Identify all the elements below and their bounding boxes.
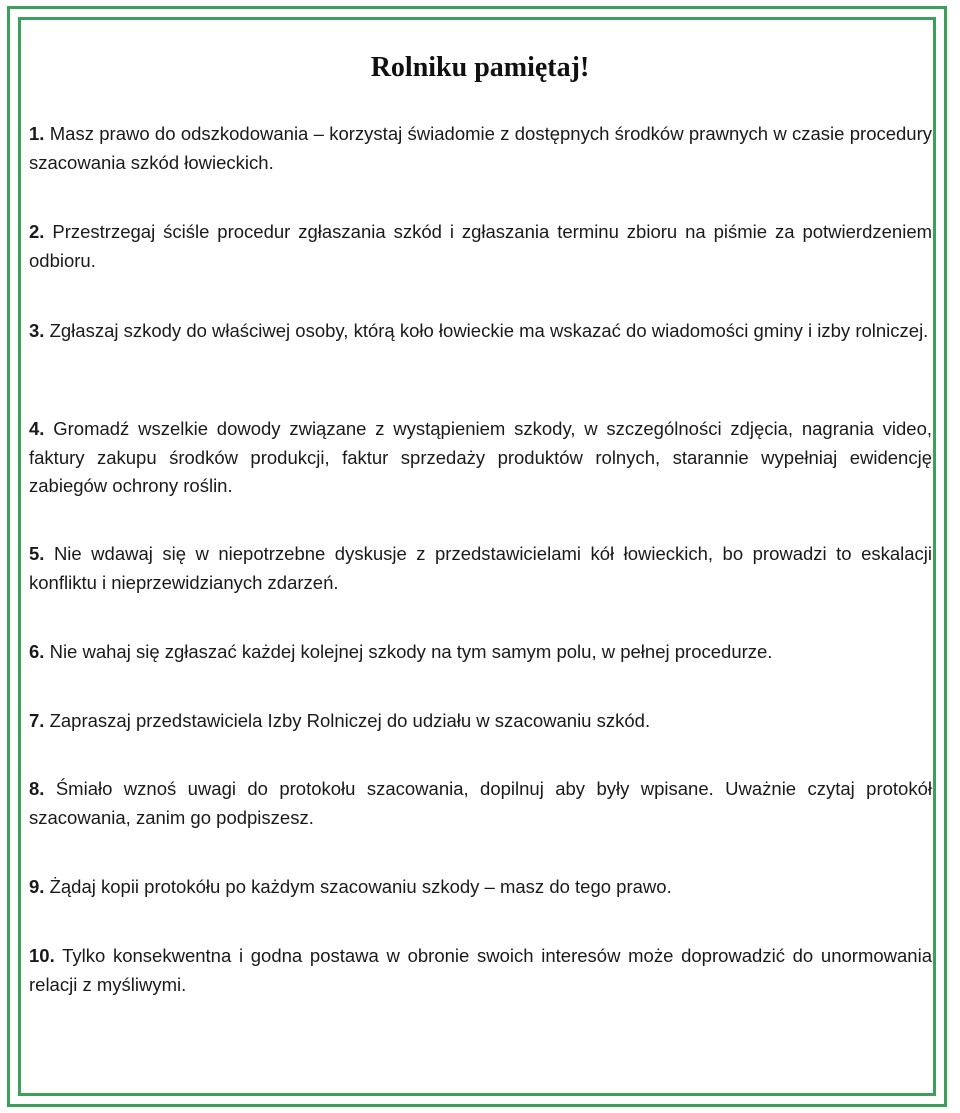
rule-number: 10. bbox=[29, 945, 55, 966]
rule-10 bbox=[29, 942, 932, 999]
rule-number: 2. bbox=[29, 221, 45, 242]
rule-number: 3. bbox=[29, 320, 45, 341]
rule-5 bbox=[29, 540, 932, 597]
rule-text: Gromadź wszelkie dowody związane z wystąpieniem szkody, w szczególności zdjęcia, nagrania video, faktury zakupu środków produkcji, faktur sprzedaży produktów rolnych, starannie wypełniaj ewidencję zabiegów ochrony roślin. bbox=[29, 418, 933, 496]
rule-text: Zgłaszaj szkody do właściwej osoby, którą koło łowieckie ma wskazać do wiadomości gminy i izby rolniczej. bbox=[49, 320, 929, 341]
rule-number: 8. bbox=[29, 778, 45, 799]
rule-text: Śmiało wznoś uwagi do protokołu szacowania, dopilnuj aby były wpisane. Uważnie czytaj protokół szacowania, zanim go podpiszesz. bbox=[29, 778, 933, 828]
rule-number: 9. bbox=[29, 876, 45, 897]
rule-number: 4. bbox=[29, 418, 45, 439]
rule-9 bbox=[29, 873, 932, 902]
rule-text: Nie wahaj się zgłaszać każdej kolejnej szkody na tym samym polu, w pełnej procedurze. bbox=[49, 641, 773, 662]
rule-text: Tylko konsekwentna i godna postawa w obronie swoich interesów może doprowadzić do unormowania relacji z myśliwymi. bbox=[29, 945, 932, 995]
page-title: Rolniku pamiętaj! bbox=[370, 52, 590, 83]
rule-7 bbox=[29, 707, 932, 736]
rule-text: Przestrzegaj ściśle procedur zgłaszania szkód i zgłaszania terminu zbioru na piśmie za potwierdzeniem odbioru. bbox=[29, 221, 933, 271]
rule-text: Masz prawo do odszkodowania – korzystaj świadomie z dostępnych środków prawnych w czasie procedury szacowania szkód łowieckich. bbox=[29, 123, 933, 173]
rule-text: Nie wdawaj się w niepotrzebne dyskusje z przedstawicielami kół łowieckich, bo prowadzi to eskalacji konfliktu i nieprzewidzianych zdarzeń. bbox=[29, 543, 933, 593]
rule-8 bbox=[29, 775, 932, 832]
rule-1 bbox=[29, 120, 932, 177]
rule-number: 7. bbox=[29, 710, 45, 731]
rule-number: 1. bbox=[29, 123, 45, 144]
rule-6 bbox=[29, 638, 932, 667]
rule-number: 5. bbox=[29, 543, 45, 564]
rule-number: 6. bbox=[29, 641, 45, 662]
rule-3 bbox=[29, 317, 932, 346]
rule-text: Zapraszaj przedstawiciela Izby Rolniczej do udziału w szacowaniu szkód. bbox=[49, 710, 651, 731]
rule-2 bbox=[29, 218, 932, 275]
rule-4 bbox=[29, 415, 932, 501]
rule-text: Żądaj kopii protokółu po każdym szacowaniu szkody – masz do tego prawo. bbox=[49, 876, 672, 897]
